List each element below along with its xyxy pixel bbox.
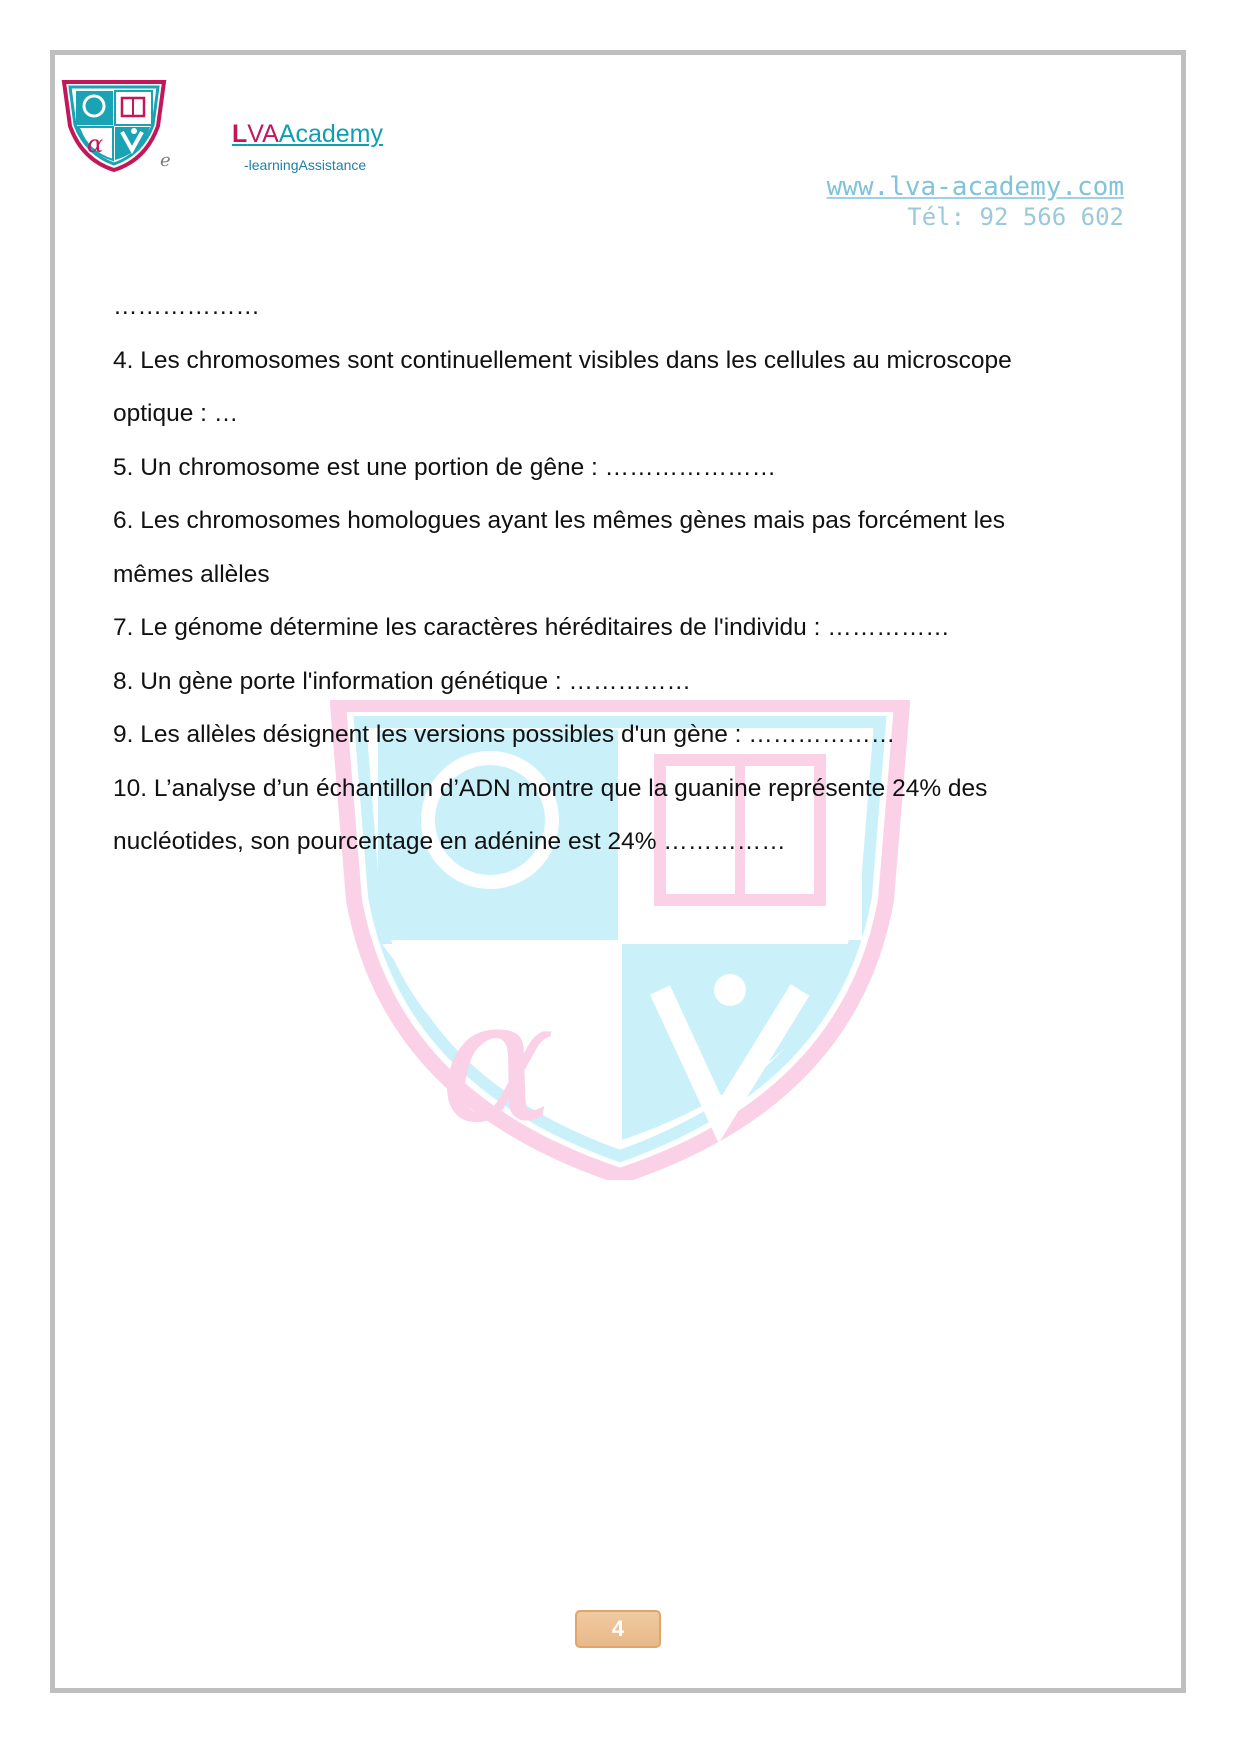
question-4-line-1: 4. Les chromosomes sont continuellement visibles dans les cellules au microscope [113, 346, 1012, 374]
question-7: 7. Le génome détermine les caractères héréditaires de l'individu : …………… [113, 614, 950, 641]
text-line: ……………… [113, 293, 260, 320]
question-6-line-2: mêmes allèles [113, 560, 270, 588]
logo-mark: e [160, 150, 171, 171]
phone-number: Tél: 92 566 602 [907, 203, 1124, 231]
question-list [113, 280, 1123, 869]
question-9: 9. Les allèles désignent les versions possibles d'un gène : ……………… [113, 721, 896, 748]
svg-text:α: α [440, 963, 555, 1161]
brand-tagline: -learningAssistance [244, 157, 367, 173]
question-5: 5. Un chromosome est une portion de gêne : ………………… [113, 453, 777, 481]
brand-va: VA [247, 120, 279, 148]
page-number: 4 [611, 1616, 625, 1641]
question-10-line-2: nucléotides, son pourcentage en adénine est 24% …………… [113, 828, 786, 855]
brand-lv: L [232, 120, 248, 148]
page-number-badge [575, 1610, 661, 1648]
svg-text:α: α [87, 130, 104, 158]
website-link[interactable]: www.lva-academy.com [826, 172, 1124, 202]
question-6-line-1: 6. Les chromosomes homologues ayant les mêmes gènes mais pas forcément les [113, 507, 1005, 534]
lva-logo-icon [58, 78, 170, 174]
question-4-line-2: optique : … [113, 400, 239, 427]
question-10-line-1: 10. L’analyse d’un échantillon d’ADN montre que la guanine représente 24% des [113, 774, 988, 802]
question-8: 8. Un gène porte l'information génétique : …………… [113, 667, 691, 695]
brand-academy: Academy [278, 120, 383, 148]
brand-name [232, 120, 383, 149]
